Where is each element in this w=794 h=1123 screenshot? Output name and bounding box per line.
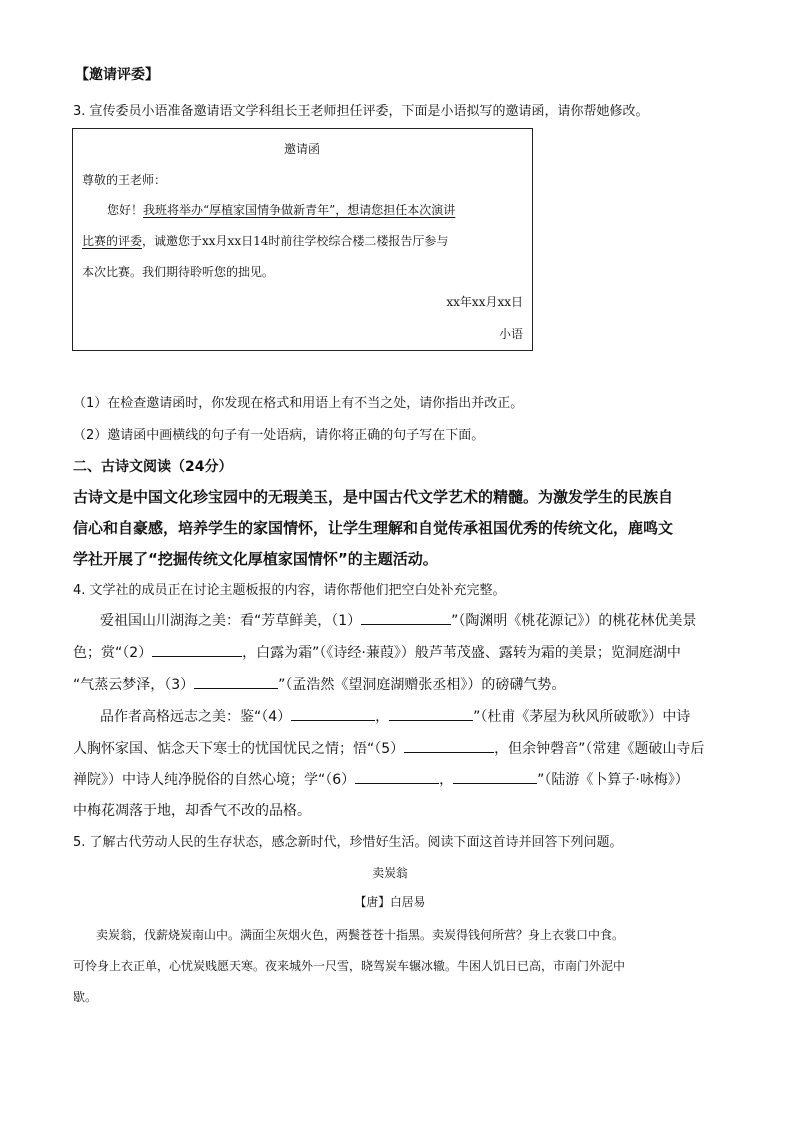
letter-body-line-1 [107, 201, 455, 218]
letter-salutation: 尊敬的王老师： [82, 173, 167, 187]
question-4-stem: 4. 文学社的成员正在讨论主题板报的内容，请你帮他们把空白处补充完整。 [73, 583, 506, 598]
q4-para-1-line-3: “气蒸云梦泽，（3） ”（孟浩然《望洞庭湖赠张丞相》）的磅礴气势。 [73, 674, 565, 694]
question-3-sub-1: （1）在检查邀请函时，你发现在格式和用语上有不当之处，请你指出并改正。 [73, 396, 524, 411]
answer-blank-6a[interactable] [355, 769, 439, 784]
poem-line-3: 歇。 [73, 990, 98, 1004]
q4-para-2-line-3: 禅院》）中诗人纯净脱俗的自然心境；学“（6） ， ”（陆游《卜算子·咏梅》） [73, 769, 689, 789]
question-3-stem: 3. 宣传委员小语准备邀请语文学科组长王老师担任评委，下面是小语拟写的邀请函，请你帮她修改。 [73, 104, 649, 119]
question-3-sub-2: （2）邀请函中画横线的句子有一处语病，请你将正确的句子写在下面。 [73, 428, 485, 443]
letter-signer: 小语 [498, 327, 523, 341]
letter-title: 邀请函 [284, 142, 321, 156]
letter-body-line-2 [82, 232, 448, 249]
q4-para-2-line-1: 品作者高格远志之美：鉴“（4） ， ”（杜甫《茅屋为秋风所破歌》）中诗 [100, 706, 690, 726]
letter-greeting: 您好！ [107, 203, 144, 217]
poem-line-2: 可怜身上衣正单，心忧炭贱愿天寒。夜来城外一尺雪，晓驾炭车辗冰辙。牛困人饥日已高，市南门外泥中 [73, 959, 626, 973]
q4-para-1-line-1: 爱祖国山川湖海之美：看“芳草鲜美，（1） ”（陶渊明《桃花源记》）的桃花林优美景 [100, 610, 696, 630]
letter-invitation-details: ，诚邀您于xx月xx日14时前往学校综合楼二楼报告厅参与 [142, 234, 449, 248]
answer-blank-4b[interactable] [389, 706, 473, 721]
letter-body-line-3: 本次比赛。我们期待聆听您的拙见。 [82, 265, 275, 279]
poem-line-1: 卖炭翁，伐薪烧炭南山中。满面尘灰烟火色，两鬓苍苍十指黑。卖炭得钱何所营？身上衣裳口中食。 [96, 928, 625, 942]
q4-para-1-line-2: 色；赏“（2） ，白露为霜”（《诗经·蒹葭》）般芦苇茂盛、露转为霜的美景；览洞庭湖中 [73, 642, 681, 662]
section-2-intro-line-2: 信心和自豪感，培养学生的家国情怀，让学生理解和自觉传承祖国优秀的传统文化，鹿鸣文 [73, 519, 674, 537]
letter-underlined-sentence-part-1: 我班将举办“厚植家国情争做新青年”，想请您担任本次演讲 [143, 203, 456, 217]
letter-date: xx年xx月xx日 [446, 295, 523, 309]
letter-underlined-sentence-part-2: 比赛的评委 [82, 234, 143, 248]
answer-blank-2[interactable] [152, 642, 242, 657]
q4-para-2-line-2: 人胸怀家国、惦念天下寒士的忧国忧民之情；悟“（5） ，但余钟磬音”（常建《题破山寺后 [73, 738, 704, 758]
section-2-heading: 二、古诗文阅读（24分） [73, 459, 233, 475]
invitation-letter-box [72, 128, 533, 351]
section-2-intro-line-1: 古诗文是中国文化珍宝园中的无瑕美玉，是中国古代文学艺术的精髓。为激发学生的民族自 [73, 488, 674, 506]
answer-blank-6b[interactable] [453, 769, 537, 784]
q4-para-2-line-4: 中梅花凋落于地，却香气不改的品格。 [73, 803, 311, 819]
question-5-stem: 5. 了解古代劳动人民的生存状态，感念新时代，珍惜好生活。阅读下面这首诗并回答下列问题。 [73, 835, 623, 850]
answer-blank-4a[interactable] [291, 706, 375, 721]
answer-blank-5[interactable] [404, 738, 494, 753]
section-2-intro-line-3: 学社开展了“挖掘传统文化厚植家国情怀”的主题活动。 [73, 550, 438, 568]
section-heading-invite: 【邀请评委】 [75, 67, 159, 83]
poem-title: 卖炭翁 [372, 866, 408, 880]
answer-blank-1[interactable] [361, 610, 451, 625]
poem-author: 【唐】白居易 [354, 895, 426, 909]
answer-blank-3[interactable] [194, 674, 278, 689]
